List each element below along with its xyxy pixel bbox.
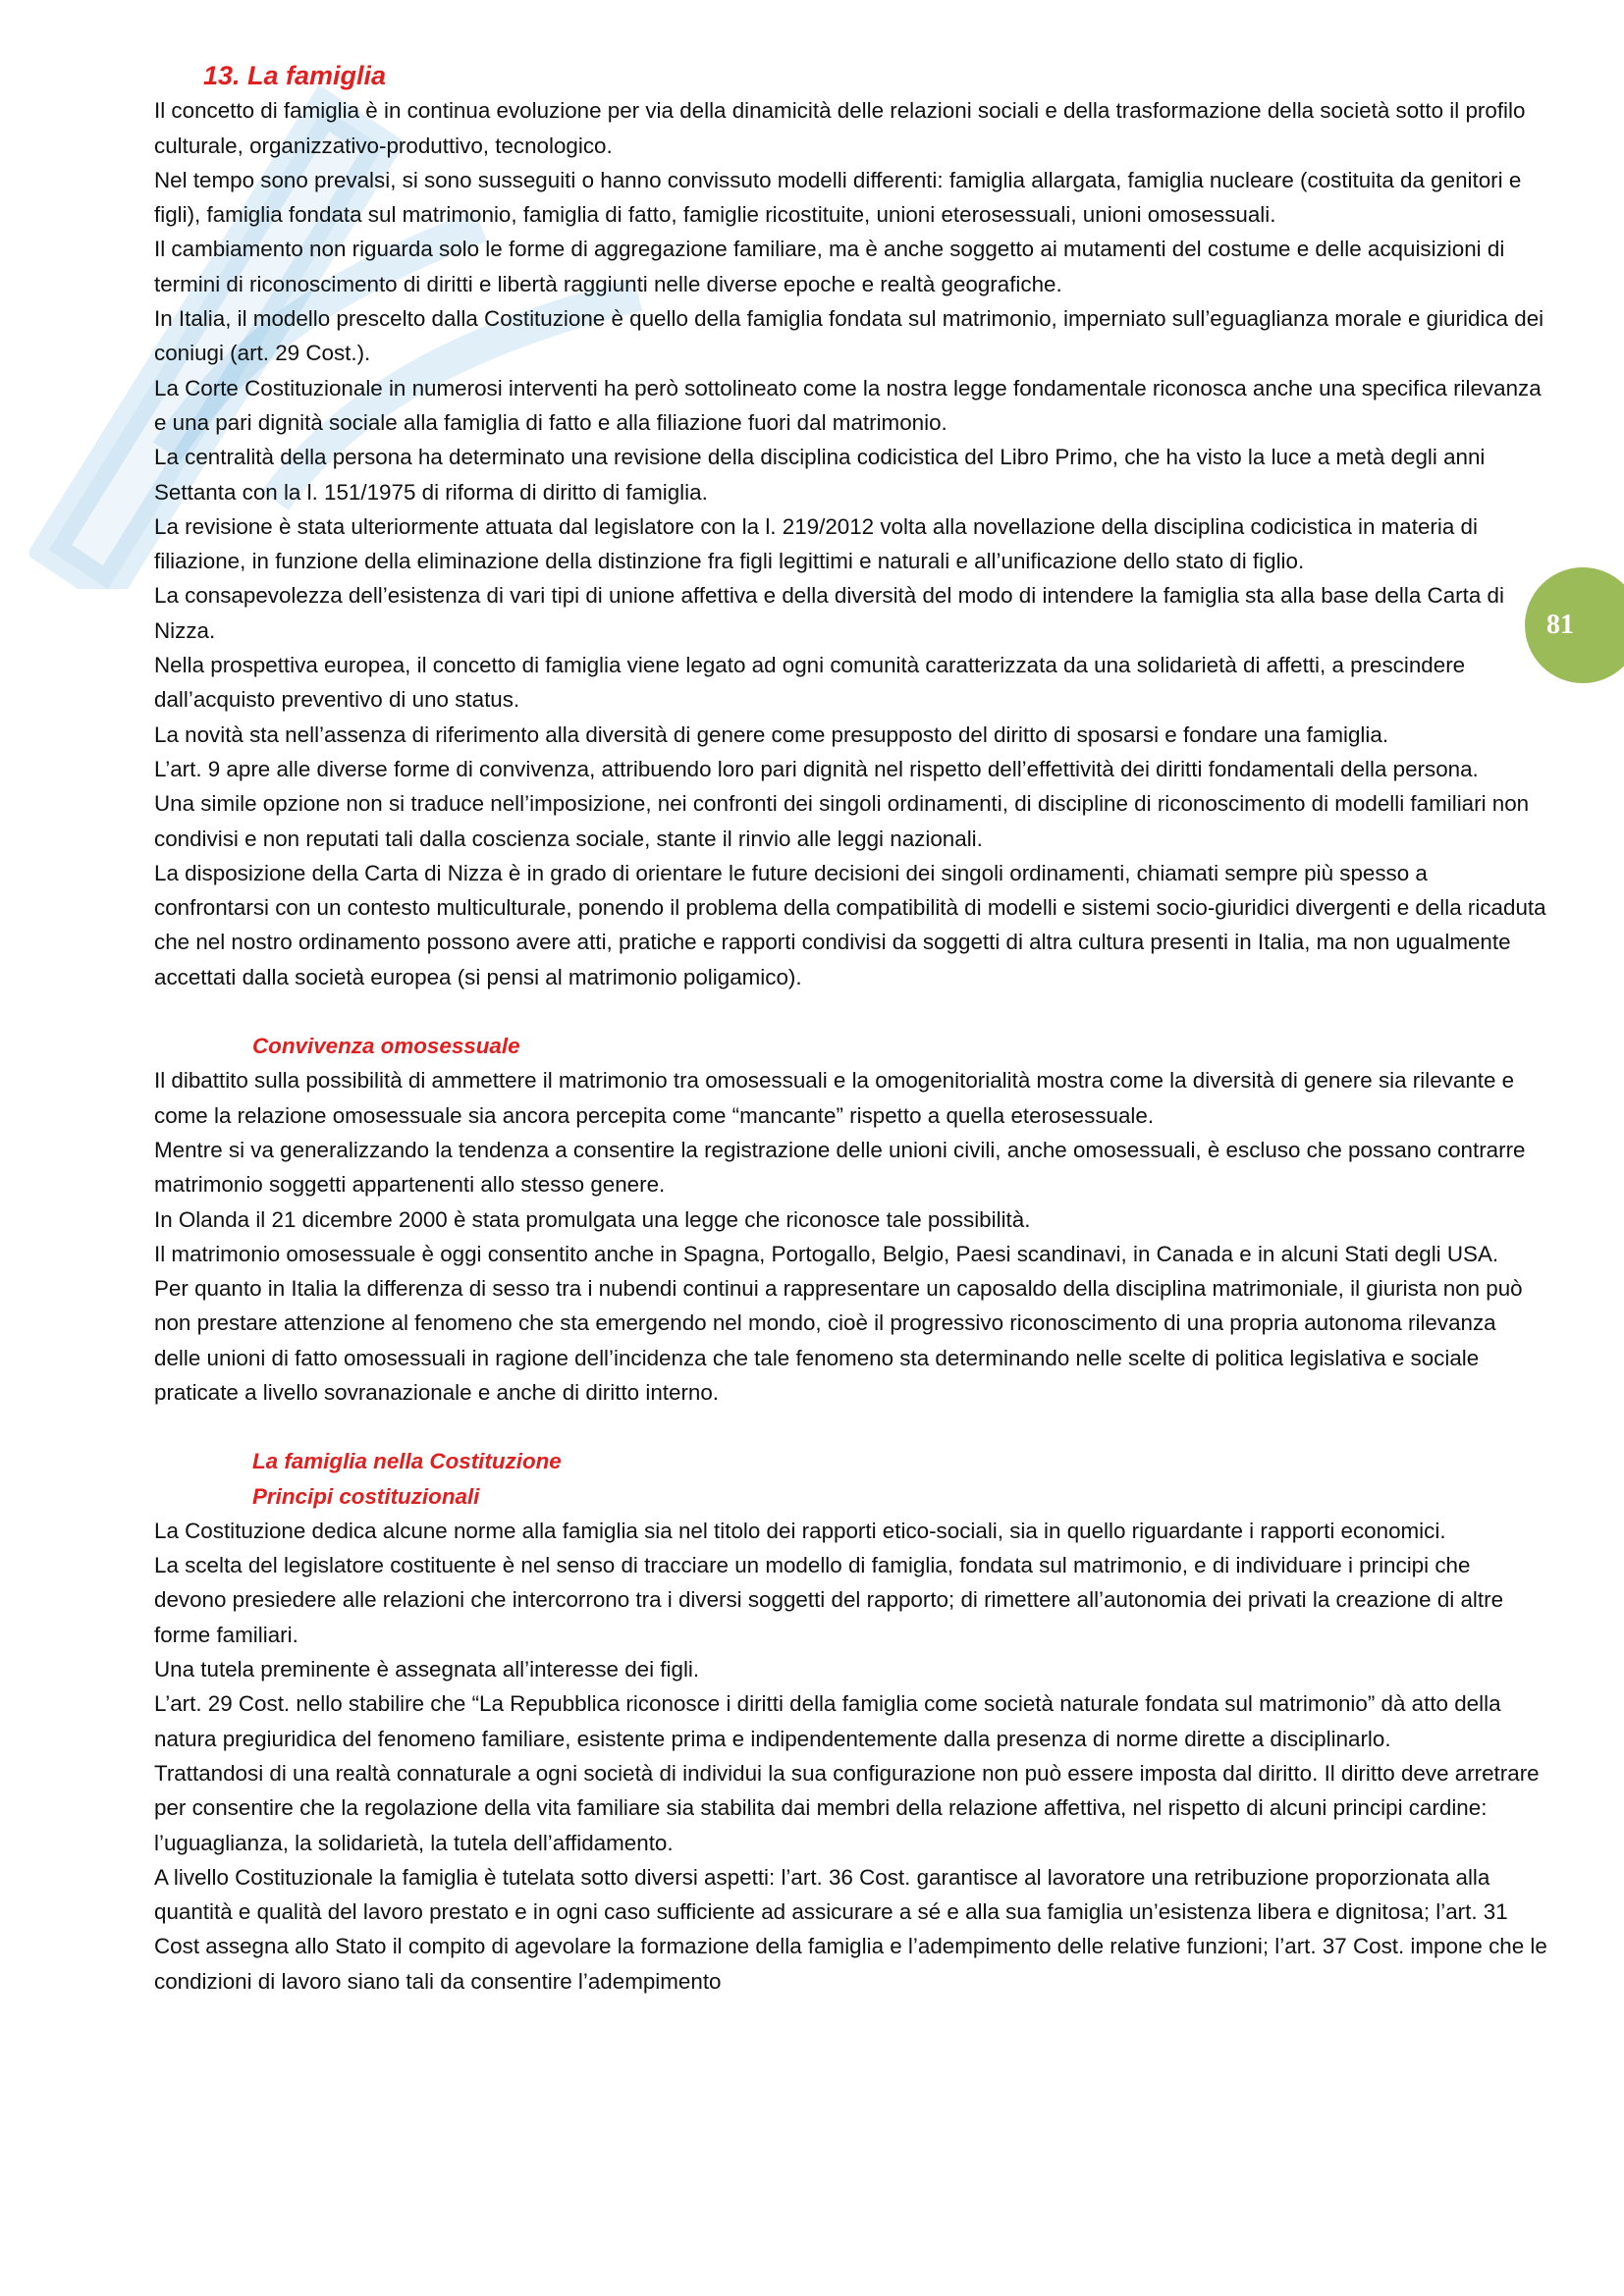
paragraph: La revisione è stata ulteriormente attuata dal legislatore con la l. 219/2012 volta alla novellazione della disciplina codicistica in materia di filiazione, in funzione della eliminazione della distinzione fra figli legittimi e naturali e all’unificazione dello stato di figlio.: [154, 513, 1478, 574]
paragraph: In Olanda il 21 dicembre 2000 è stata promulgata una legge che riconosce tale possibilità.: [154, 1206, 1031, 1232]
spacer: [154, 1410, 1548, 1444]
paragraph: Il matrimonio omosessuale è oggi consentito anche in Spagna, Portogallo, Belgio, Paesi scandinavi, in Canada e in alcuni Stati degli USA.: [154, 1241, 1499, 1266]
subheading-principi: Principi costituzionali: [252, 1483, 480, 1509]
spacer: [154, 994, 1548, 1029]
page-number: 81: [1546, 610, 1574, 640]
paragraph: Per quanto in Italia la differenza di sesso tra i nubendi continui a rappresentare un caposaldo della disciplina matrimoniale, il giurista non può non prestare attenzione al fenomeno che sta emergendo nel mondo, cioè il progressivo riconoscimento di una propria autonoma rilevanza delle unioni di fatto omosessuali in ragione dell’incidenza che tale fenomeno sta determinando nelle scelte di politica legislativa e sociale praticate a livello sovranazionale e anche di diritto interno.: [154, 1276, 1523, 1405]
paragraph: La Costituzione dedica alcune norme alla famiglia sia nel titolo dei rapporti etico-sociali, sia in quello riguardante i rapporti economici.: [154, 1518, 1446, 1543]
paragraph: La centralità della persona ha determinato una revisione della disciplina codicistica del Libro Primo, che ha visto la luce a metà degli anni Settanta con la l. 151/1975 di riforma di diritto di famiglia.: [154, 445, 1486, 505]
paragraph: L’art. 9 apre alle diverse forme di convivenza, attribuendo loro pari dignità nel rispetto dell’effettività dei diritti fondamentali della persona.: [154, 756, 1479, 781]
paragraph: Una simile opzione non si traduce nell’imposizione, nei confronti dei singoli ordinamenti, di discipline di riconoscimento di modelli familiari non condivisi e non reputati tali dalla coscienza sociale, stante il rinvio alle leggi nazionali.: [154, 791, 1530, 851]
paragraph: La disposizione della Carta di Nizza è in grado di orientare le future decisioni dei singoli ordinamenti, chiamati sempre più spesso a confrontarsi con un contesto multiculturale, ponendo il problema della compatibilità di modelli e sistemi socio-giuridici divergenti e della ricaduta che nel nostro ordinamento possono avere atti, pratiche e rapporti condivisi da soggetti di altra cultura presenti in Italia, ma non ugualmente accettati dalla società europea (si pensi al matrimonio poligamico).: [154, 860, 1546, 989]
chapter-heading: 13. La famiglia: [203, 61, 387, 90]
subheading-costituzione: La famiglia nella Costituzione: [252, 1449, 562, 1474]
paragraph: A livello Costituzionale la famiglia è tutelata sotto diversi aspetti: l’art. 36 Cost. garantisce al lavoratore una retribuzione proporzionata alla quantità e qualità del lavoro prestato e in ogni caso sufficiente ad assicurare a sé e alla sua famiglia un’esistenza libera e dignitosa; l’art. 31 Cost assegna allo Stato il compito di agevolare la formazione della famiglia e l’adempimento delle relative funzioni; l’art. 37 Cost. impone che le condizioni di lavoro siano tali da consentire l’adempimento: [154, 1864, 1547, 1994]
paragraph: Una tutela preminente è assegnata all’interesse dei figli.: [154, 1657, 700, 1682]
paragraph: La Corte Costituzionale in numerosi interventi ha però sottolineato come la nostra legge fondamentale riconosca anche una specifica rilevanza e una pari dignità sociale alla famiglia di fatto e alla filiazione fuori dal matrimonio.: [154, 375, 1542, 435]
paragraph: Il concetto di famiglia è in continua evoluzione per via della dinamicità delle relazioni sociali e della trasformazione della società sotto il profilo culturale, organizzativo-produttivo, tecnologico.: [154, 98, 1526, 158]
paragraph: In Italia, il modello prescelto dalla Costituzione è quello della famiglia fondata sul matrimonio, imperniato sull’eguaglianza morale e giuridica dei coniugi (art. 29 Cost.).: [154, 306, 1544, 366]
paragraph: Il dibattito sulla possibilità di ammettere il matrimonio tra omosessuali e la omogenitorialità mostra come la diversità di genere sia rilevante e come la relazione omosessuale sia ancora percepita come “mancante” rispetto a quella eterosessuale.: [154, 1068, 1515, 1128]
paragraph: La scelta del legislatore costituente è nel senso di tracciare un modello di famiglia, fondata sul matrimonio, e di individuare i principi che devono presiedere alle relazioni che intercorrono tra i diversi soggetti del rapporto; di rimettere all’autonomia dei privati la creazione di altre forme familiari.: [154, 1553, 1504, 1647]
paragraph: La consapevolezza dell’esistenza di vari tipi di unione affettiva e della diversità del modo di intendere la famiglia sta alla base della Carta di Nizza.: [154, 583, 1504, 643]
paragraph: La novità sta nell’assenza di riferimento alla diversità di genere come presupposto del diritto di sposarsi e fondare una famiglia.: [154, 721, 1389, 747]
paragraph: Il cambiamento non riguarda solo le forme di aggregazione familiare, ma è anche soggetto ai mutamenti del costume e delle acquisizioni di termini di riconoscimento di diritti e libertà raggiunti nelle diverse epoche e realtà geografiche.: [154, 237, 1505, 296]
document-body: [154, 59, 1548, 1999]
paragraph: Nel tempo sono prevalsi, si sono susseguiti o hanno convissuto modelli differenti: famiglia allargata, famiglia nucleare (costituita da genitori e figli), famiglia fondata sul matrimonio, famiglia di fatto, famiglie ricostituite, unioni eterosessuali, unioni omosessuali.: [154, 167, 1522, 228]
paragraph: L’art. 29 Cost. nello stabilire che “La Repubblica riconosce i diritti della famiglia come società naturale fondata sul matrimonio” dà atto della natura pregiuridica del fenomeno familiare, esistente prima e indipendentemente dalla presenza di norme dirette a disciplinarlo.: [154, 1691, 1501, 1751]
subheading-convivenza: Convivenza omosessuale: [252, 1034, 520, 1059]
paragraph: Nella prospettiva europea, il concetto di famiglia viene legato ad ogni comunità caratterizzata da una solidarietà di affetti, a prescindere dall’acquisto preventivo di uno status.: [154, 653, 1466, 713]
paragraph: Trattandosi di una realtà connaturale a ogni società di individui la sua configurazione non può essere imposta dal diritto. Il diritto deve arretrare per consentire che la regolazione della vita familiare sia stabilita dai membri della relazione affettiva, nel rispetto di alcuni principi cardine: l’uguaglianza, la solidarietà, la tutela dell’affidamento.: [154, 1760, 1540, 1855]
paragraph: Mentre si va generalizzando la tendenza a consentire la registrazione delle unioni civili, anche omosessuali, è escluso che possano contrarre matrimonio soggetti appartenenti allo stesso genere.: [154, 1137, 1526, 1198]
